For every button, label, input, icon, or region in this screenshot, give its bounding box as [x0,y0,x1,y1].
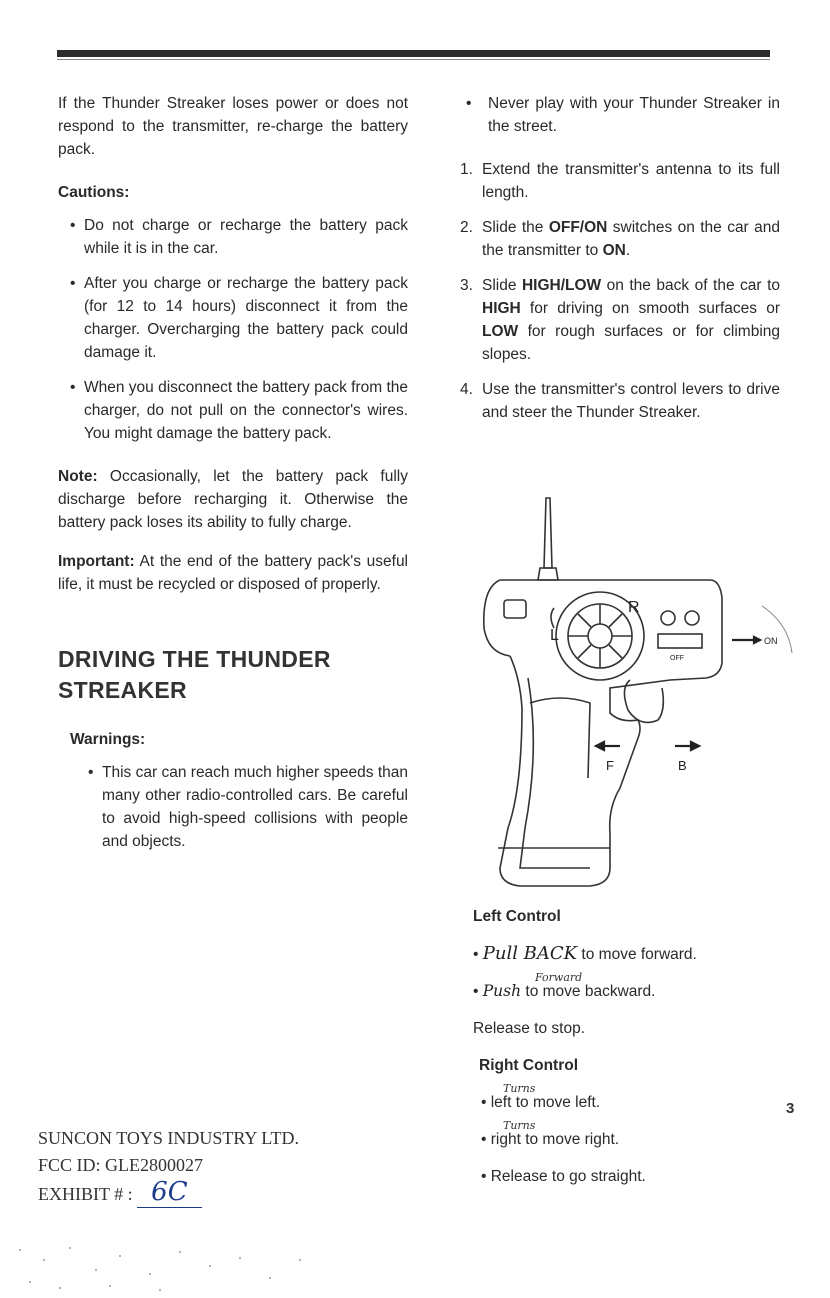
top-rule [57,50,770,57]
step-item: 4. Use the transmitter's control levers to drive and steer the Thunder Streaker. [460,381,780,421]
diagram-label-b: B [678,758,687,773]
top-rule-thin [57,59,770,60]
left-column [58,92,408,853]
left-control-heading: Left Control [473,908,561,925]
diagram-label-f: F [606,758,614,773]
exhibit-stamp [38,1125,299,1208]
diagram-label-r: R [628,599,640,616]
cautions-heading: Cautions: [58,184,130,201]
button-icon [661,611,675,625]
warning-item: • This car can reach much higher speeds than many other radio-controlled cars. Be careful to avoid high-speed collisions with people and objects. [88,764,408,850]
warnings-heading: Warnings: [70,731,146,748]
note-paragraph: Note: Occasionally, let the battery pack fully discharge before recharging it. Otherwise the battery pack loses its ability to fully charge. [58,468,408,531]
control-item: • Pull BACK to move forward. [473,943,697,964]
company-name: SUNCON TOYS INDUSTRY LTD. [38,1128,300,1148]
important-paragraph: Important: At the end of the battery pack's useful life, it must be recycled or disposed of properly. [58,553,409,593]
button-icon [685,611,699,625]
caution-item: • When you disconnect the battery pack from the charger, do not pull on the connector's wires. You might damage the battery pack. [70,379,408,442]
fcc-id: FCC ID: GLE2800027 [38,1155,204,1175]
scan-noise [0,1230,330,1298]
control-item: Turns • right to move right. [481,1119,620,1148]
caution-item: • After you charge or recharge the battery pack (for 12 to 14 hours) disconnect it from the charger. Overcharging the battery pack could damage it. [70,275,408,361]
diagram-label-l: L [550,627,559,644]
section-heading: DRIVING THE THUNDER STREAKER [58,646,331,703]
step-item: 2. Slide the OFF/ON switches on the car and the transmitter to ON. [460,219,780,259]
step-item: 3. Slide HIGH/LOW on the back of the car to HIGH for driving on smooth surfaces or LOW for rough surfaces or for climbing slopes. [460,277,780,363]
on-off-switch-icon [658,634,702,648]
caution-item: • Do not charge or recharge the battery pack while it is in the car. [70,217,408,257]
transmitter-diagram [470,488,810,903]
left-release-text: Release to stop. [473,1020,586,1037]
control-item: Turns • left to move left. [481,1082,601,1111]
street-warning: • Never play with your Thunder Streaker in the street. [466,95,780,135]
control-item: • Release to go straight. [481,1168,646,1185]
antenna-icon [544,498,552,568]
step-item: 1. Extend the transmitter's antenna to its full length. [460,161,780,201]
diagram-label-off: OFF [670,655,684,662]
page-number: 3 [786,1100,795,1117]
exhibit-number: 6C [137,1177,201,1208]
control-item: Forward • Push to move backward. [473,971,656,1000]
right-column [460,92,780,424]
controls-section [473,905,773,1188]
exhibit-line: EXHIBIT # : 6C [38,1179,299,1208]
intro-paragraph: If the Thunder Streaker loses power or does not respond to the transmitter, re-charge the battery pack. [58,95,408,158]
diagram-label-on: ON [764,636,778,646]
right-control-heading: Right Control [479,1057,579,1074]
left-switch-icon [504,600,526,618]
steps-list [460,158,780,424]
